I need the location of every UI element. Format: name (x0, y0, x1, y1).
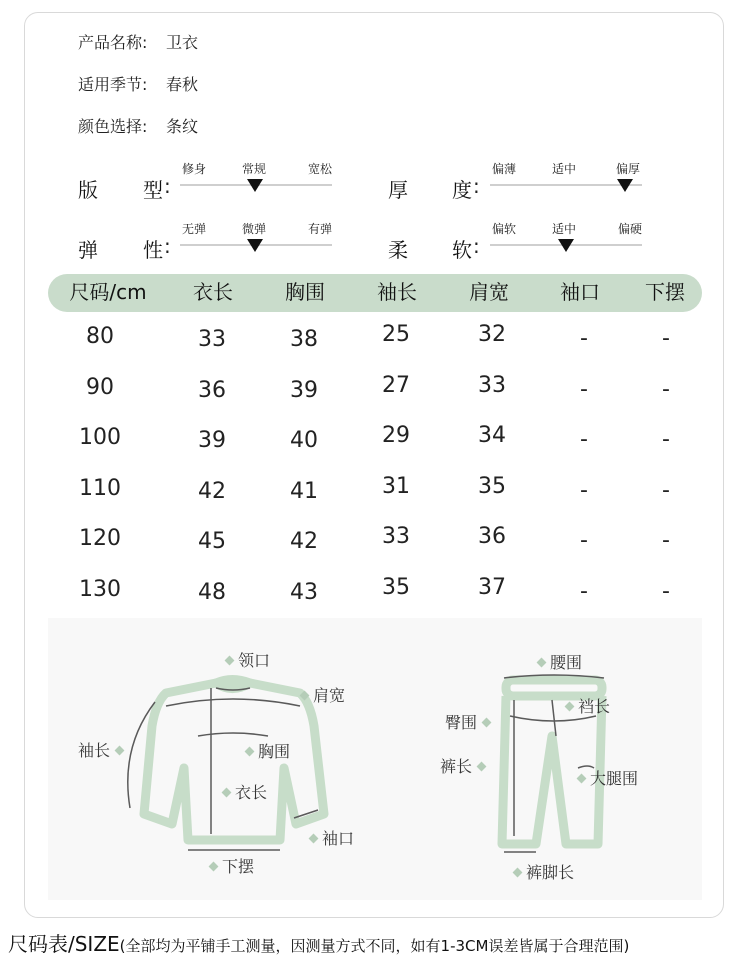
table-cell: - (580, 477, 588, 503)
size-chart-footer (8, 928, 629, 957)
table-cell: - (662, 477, 670, 503)
info-label: 颜色选择: (78, 117, 148, 136)
table-cell: 36 (478, 524, 506, 550)
scale-option: 适中 (552, 222, 577, 236)
diagram-label-text: 臀围 (445, 713, 478, 732)
table-cell: - (662, 427, 670, 453)
diagram-label-text: 袖长 (78, 741, 111, 760)
table-cell: 39 (290, 377, 318, 403)
info-season (78, 72, 198, 95)
table-cell: 25 (382, 322, 410, 347)
label-cuff (310, 826, 354, 849)
elastic-scale (180, 222, 333, 256)
table-cell: 43 (290, 580, 318, 605)
property-label-a: 弹 (78, 238, 98, 262)
property-label-b: 型 (143, 178, 163, 202)
table-header-chest: 胸围 (285, 280, 325, 304)
diagram-label-text: 领口 (238, 651, 271, 670)
label-collar (226, 648, 270, 671)
scale-option: 有弹 (308, 222, 333, 236)
info-label: 产品名称: (78, 33, 148, 52)
garment-illustration (48, 618, 702, 900)
info-label: 适用季节: (78, 75, 148, 94)
scale-option: 常规 (242, 162, 267, 176)
table-cell: 38 (290, 327, 318, 352)
table-cell: - (580, 376, 588, 402)
diamond-icon (477, 762, 487, 772)
diagram-label-text: 腰围 (550, 653, 583, 672)
diamond-icon (225, 656, 235, 666)
label-length (223, 780, 267, 803)
table-cell: 32 (478, 322, 506, 347)
diagram-label-text: 胸围 (258, 742, 291, 761)
diamond-icon (513, 868, 523, 878)
diagram-label-text: 裆长 (578, 697, 611, 716)
diamond-icon (577, 774, 587, 784)
scale-option: 修身 (182, 162, 207, 176)
footer-title: 尺码表/SIZE (8, 932, 120, 956)
diagram-label-text: 大腿围 (590, 769, 639, 788)
label-hem (210, 854, 254, 877)
table-header-length: 衣长 (193, 280, 233, 304)
table-cell: 31 (382, 473, 410, 499)
label-rise (566, 694, 610, 717)
diagram-label-text: 裤脚长 (526, 863, 575, 882)
table-cell: 45 (198, 529, 226, 555)
info-value: 春秋 (166, 75, 199, 94)
label-pants-length (440, 754, 485, 777)
scale-option: 微弹 (242, 222, 267, 236)
table-cell: 35 (382, 575, 410, 600)
table-cell: 42 (290, 529, 318, 555)
property-colon: : (164, 174, 171, 198)
table-cell: - (662, 579, 670, 604)
selected-marker-icon (558, 239, 574, 252)
table-cell: - (580, 579, 588, 604)
table-cell: - (662, 376, 670, 402)
property-label-a: 版 (78, 178, 98, 202)
property-label-a: 厚 (388, 178, 408, 202)
table-cell: 33 (382, 524, 410, 550)
label-hip (445, 710, 490, 733)
scale-option: 偏薄 (492, 162, 517, 176)
property-colon: : (473, 174, 480, 198)
table-cell: - (580, 427, 588, 453)
label-thigh (578, 766, 638, 789)
diagram-label-text: 肩宽 (313, 686, 346, 705)
table-cell: 27 (382, 372, 410, 398)
measurement-diagram (48, 618, 702, 900)
scale-option: 宽松 (308, 162, 333, 176)
table-header-size: 尺码/cm (69, 280, 147, 304)
table-cell: 42 (198, 478, 226, 504)
label-waist (538, 650, 582, 673)
table-cell: 33 (198, 327, 226, 352)
table-cell: 40 (290, 428, 318, 454)
property-colon: : (473, 234, 480, 258)
diamond-icon (482, 718, 492, 728)
label-leg-opening (514, 860, 574, 883)
diamond-icon (209, 862, 219, 872)
table-cell: 80 (86, 324, 114, 349)
fit-scale (180, 162, 333, 196)
table-cell: 90 (86, 374, 114, 400)
softness-scale (490, 222, 643, 256)
diamond-icon (565, 702, 575, 712)
table-header-shoulder: 肩宽 (469, 280, 509, 304)
diamond-icon (309, 834, 319, 844)
table-header-hem: 下摆 (645, 280, 685, 304)
info-value: 卫衣 (166, 33, 199, 52)
diamond-icon (245, 747, 255, 757)
scale-option: 无弹 (182, 222, 207, 236)
table-cell: - (662, 528, 670, 554)
table-cell: 33 (478, 372, 506, 398)
scale-option: 适中 (552, 162, 577, 176)
selected-marker-icon (617, 179, 633, 192)
scale-option: 偏厚 (616, 162, 641, 176)
footer-note: (全部均为平铺手工测量，因测量方式不同，如有1-3CM误差皆属于合理范围) (119, 937, 630, 955)
property-colon: : (164, 234, 171, 258)
diamond-icon (115, 746, 125, 756)
property-label-b: 度 (452, 178, 472, 202)
label-sleeve (78, 738, 123, 761)
info-color (78, 114, 198, 137)
info-value: 条纹 (166, 117, 199, 136)
label-chest (246, 739, 290, 762)
table-cell: 39 (198, 428, 226, 454)
thickness-scale (490, 162, 642, 196)
info-product-name (78, 30, 198, 53)
diamond-icon (537, 658, 547, 668)
table-header-cuff: 袖口 (560, 280, 600, 304)
table-cell: 120 (79, 526, 121, 552)
property-label-b: 性 (143, 238, 163, 262)
table-cell: 41 (290, 478, 318, 504)
table-cell: 35 (478, 473, 506, 499)
table-cell: 34 (478, 423, 506, 449)
selected-marker-icon (247, 179, 263, 192)
diagram-label-text: 裤长 (440, 757, 473, 776)
selected-marker-icon (247, 239, 263, 252)
label-shoulder (301, 683, 345, 706)
property-label-b: 软 (452, 238, 472, 262)
table-cell: - (580, 528, 588, 554)
table-header-sleeve: 袖长 (377, 280, 417, 304)
table-cell: - (580, 326, 588, 351)
table-cell: 110 (79, 475, 121, 501)
diamond-icon (300, 691, 310, 701)
diagram-label-text: 下摆 (222, 857, 255, 876)
table-cell: - (662, 326, 670, 351)
diagram-label-text: 袖口 (322, 829, 355, 848)
table-cell: 100 (79, 425, 121, 451)
table-cell: 37 (478, 575, 506, 600)
table-cell: 29 (382, 423, 410, 449)
diamond-icon (222, 788, 232, 798)
diagram-label-text: 衣长 (235, 783, 268, 802)
property-label-a: 柔 (388, 238, 408, 262)
scale-option: 偏软 (492, 222, 517, 236)
table-cell: 48 (198, 580, 226, 605)
scale-option: 偏硬 (618, 222, 643, 236)
table-cell: 130 (79, 577, 121, 602)
table-cell: 36 (198, 377, 226, 403)
